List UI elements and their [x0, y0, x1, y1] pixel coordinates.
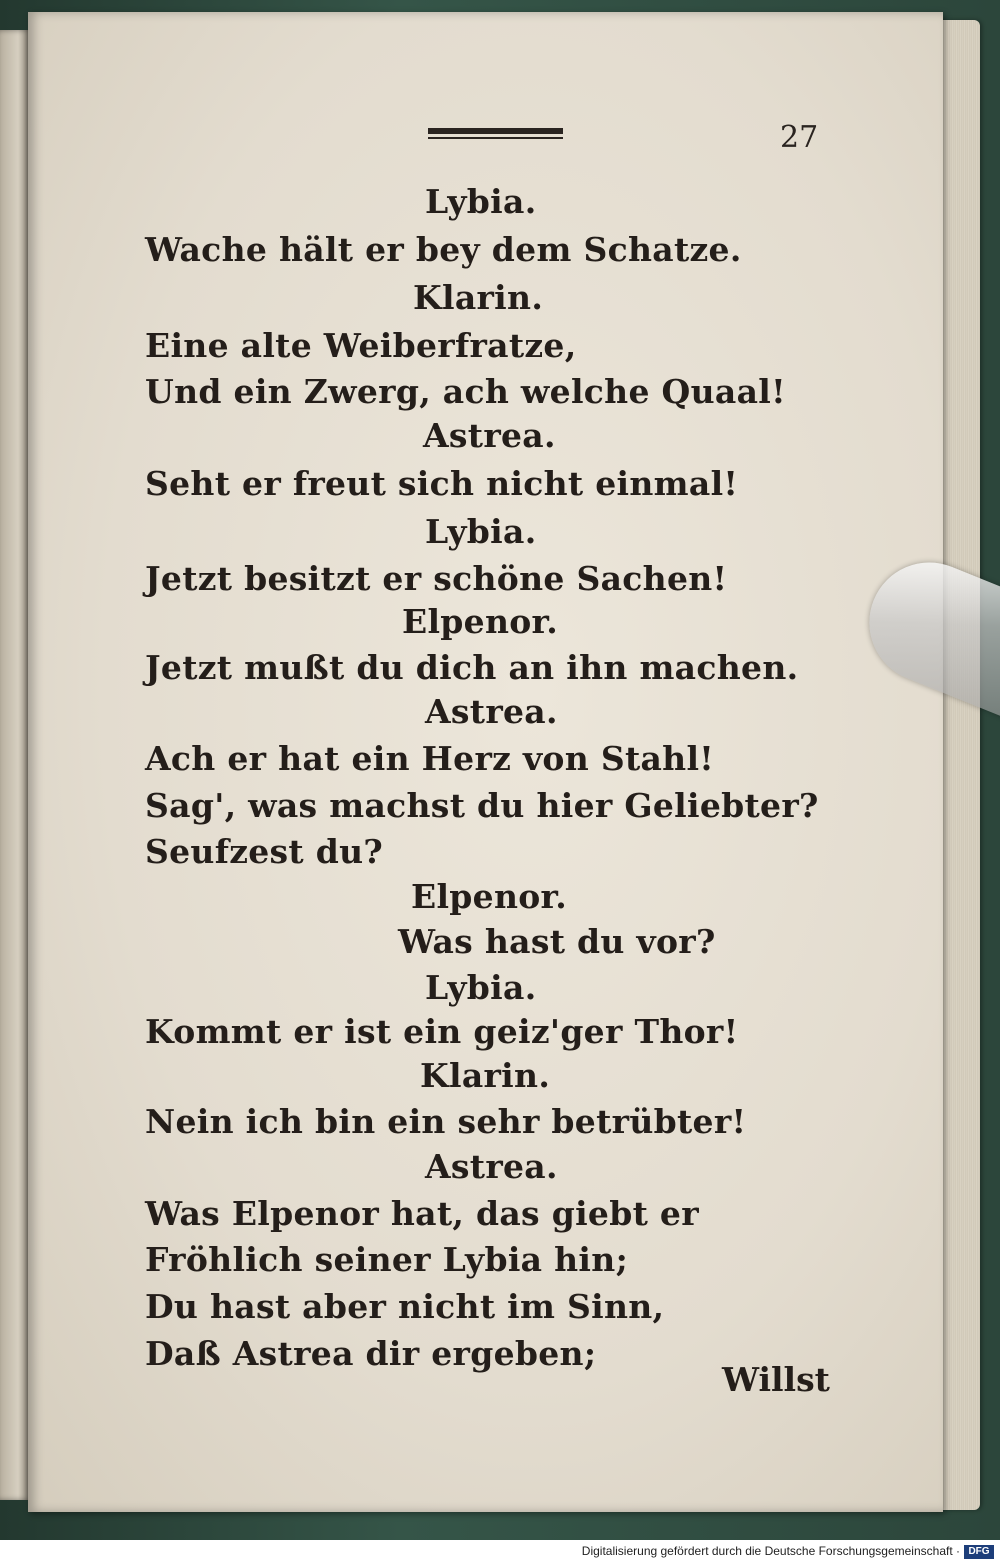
- speaker-line: Elpenor.: [411, 877, 568, 916]
- speaker-line: Klarin.: [420, 1056, 551, 1095]
- verse-line: Was hast du vor?: [398, 922, 716, 961]
- speaker-line: Elpenor.: [402, 602, 559, 641]
- page-number: 27: [780, 120, 819, 155]
- verse-line: Daß Astrea dir ergeben;: [145, 1334, 597, 1373]
- verse-line: Nein ich bin ein sehr betrübter!: [145, 1102, 747, 1141]
- verse-line: Jetzt besitzt er schöne Sachen!: [145, 559, 728, 598]
- footer-credit: Digitalisierung gefördert durch die Deutsche Forschungsgemeinschaft ·: [581, 1544, 960, 1558]
- speaker-line: Lybia.: [425, 512, 537, 551]
- verse-line: Jetzt mußt du dich an ihn machen.: [145, 648, 799, 687]
- verse-line: Du hast aber nicht im Sinn,: [145, 1287, 665, 1326]
- verse-line: Sag', was machst du hier Geliebter?: [145, 786, 819, 825]
- header-rule: [428, 128, 563, 140]
- dfg-logo: DFG: [964, 1545, 994, 1559]
- speaker-line: Astrea.: [425, 1147, 558, 1186]
- verse-line: Was Elpenor hat, das giebt er: [145, 1194, 699, 1233]
- verse-line: Und ein Zwerg, ach welche Quaal!: [145, 372, 786, 411]
- verse-line: Kommt er ist ein geiz'ger Thor!: [145, 1012, 739, 1051]
- verse-line: Eine alte Weiberfratze,: [145, 326, 577, 365]
- facing-page-edge: [0, 30, 30, 1500]
- speaker-line: Astrea.: [425, 692, 558, 731]
- verse-line: Seufzest du?: [145, 832, 384, 871]
- speaker-line: Astrea.: [423, 416, 556, 455]
- speaker-line: Lybia.: [425, 968, 537, 1007]
- verse-line: Fröhlich seiner Lybia hin;: [145, 1240, 629, 1279]
- verse-line: Wache hält er bey dem Schatze.: [145, 230, 742, 269]
- book-page: [28, 12, 943, 1512]
- header-rule-thin: [428, 137, 563, 139]
- speaker-line: Klarin.: [413, 278, 544, 317]
- speaker-line: Lybia.: [425, 182, 537, 221]
- header-rule-thick: [428, 128, 563, 134]
- verse-line: Seht er freut sich nicht einmal!: [145, 464, 739, 503]
- catchword: Willst: [722, 1360, 830, 1399]
- verse-line: Ach er hat ein Herz von Stahl!: [145, 739, 715, 778]
